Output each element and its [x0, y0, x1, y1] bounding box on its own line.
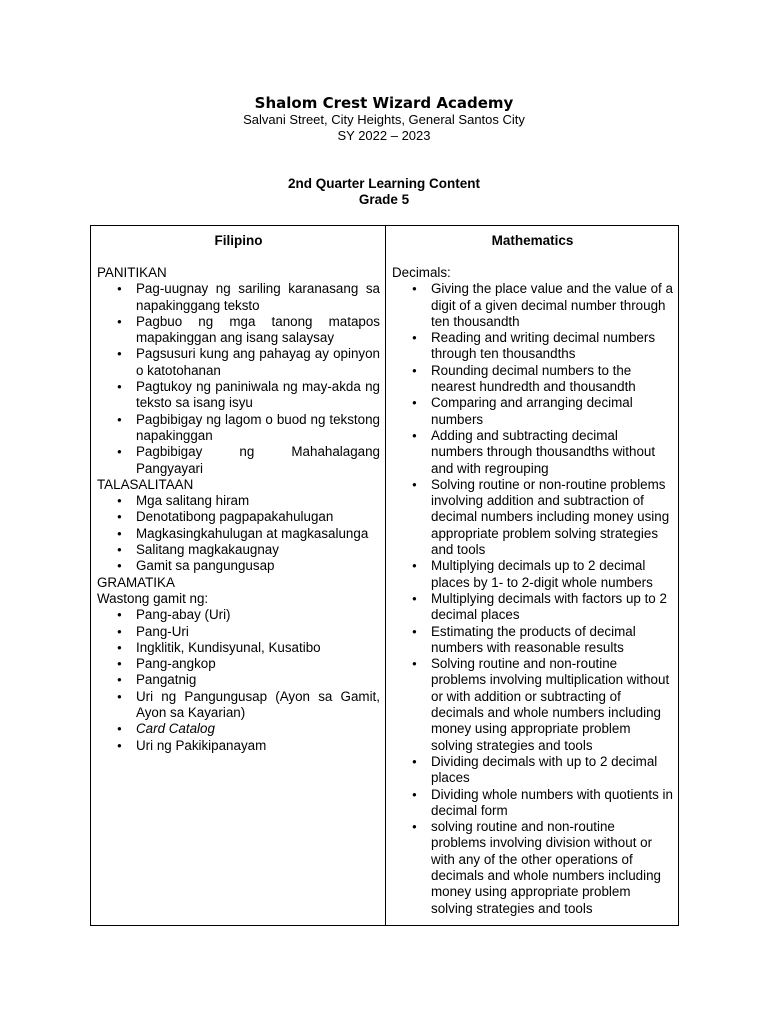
talasalitaan-list — [97, 493, 380, 574]
list-item: ● solving routine and non-routine problems involving division without or with any of the other operations of decimals and whole numbers including money using appropriate problem solving strategies and tools — [392, 819, 673, 917]
school-name: Shalom Crest Wizard Academy — [254, 94, 514, 112]
list-item: ● Gamit sa pangungusap — [97, 558, 380, 574]
decimals-list — [392, 281, 673, 917]
learning-content-table — [90, 225, 679, 926]
list-item: ● Mga salitang hiram — [97, 493, 380, 509]
grade-level: Grade 5 — [358, 192, 410, 207]
list-item: ● Pagsusuri kung ang pahayag ay opinyon o katotohanan — [97, 346, 380, 379]
list-item: ● Rounding decimal numbers to the nearest hundredth and thousandth — [392, 363, 673, 396]
list-item: ● Comparing and arranging decimal numbers — [392, 395, 673, 428]
panitikan-list — [97, 281, 380, 477]
list-item: ● Pagbibigay ng Mahahalagang Pangyayari — [97, 444, 380, 477]
gramatika-heading: GRAMATIKA — [97, 574, 175, 590]
list-item: ● Pang-abay (Uri) — [97, 607, 380, 623]
list-item: ● Estimating the products of decimal numbers with reasonable results — [392, 624, 673, 657]
list-item: ● Salitang magkakaugnay — [97, 542, 380, 558]
list-item: ● Reading and writing decimal numbers through ten thousandths — [392, 330, 673, 363]
gramatika-subheading: Wastong gamit ng: — [97, 590, 209, 606]
list-item: ● Pangatnig — [97, 672, 380, 688]
list-item: ● Card Catalog — [97, 721, 380, 737]
list-item: ● Giving the place value and the value of a digit of a given decimal number through ten thousandth — [392, 281, 673, 330]
list-item: ● Pang-Uri — [97, 624, 380, 640]
list-item: ● Solving routine or non-routine problems involving addition and subtraction of decimal numbers including money using appropriate problem solving strategies and tools — [392, 477, 673, 558]
list-item: ● Dividing decimals with up to 2 decimal places — [392, 754, 673, 787]
list-item: ● Multiplying decimals up to 2 decimal places by 1- to 2-digit whole numbers — [392, 558, 673, 591]
panitikan-heading: PANITIKAN — [97, 265, 167, 280]
list-item: ● Ingklitik, Kundisyunal, Kusatibo — [97, 640, 380, 656]
list-item: ● Uri ng Pangungusap (Ayon sa Gamit, Ayon sa Kayarian) — [97, 689, 380, 722]
list-item: ● Pag-uugnay ng sariling karanasang sa napakinggang teksto — [97, 281, 380, 314]
list-item: ● Dividing whole numbers with quotients in decimal form — [392, 787, 673, 820]
list-item: ● Solving routine and non-routine problems involving multiplication without or with addition or subtracting of decimals and whole numbers including money using appropriate problem solving strategies and tools — [392, 656, 673, 754]
list-item: ● Adding and subtracting decimal numbers through thousandths without and with regrouping — [392, 428, 673, 477]
list-item: ● Uri ng Pakikipanayam — [97, 738, 380, 754]
list-item: ● Pagbibigay ng lagom o buod ng tekstong napakinggan — [97, 412, 380, 445]
list-item: ● Pang-angkop — [97, 656, 380, 672]
list-item: ● Denotatibong pagpapakahulugan — [97, 509, 380, 525]
mathematics-title: Mathematics — [491, 233, 574, 248]
school-address: Salvani Street, City Heights, General Santos City — [243, 112, 525, 127]
decimals-heading: Decimals: — [392, 265, 451, 280]
list-item: ● Pagtukoy ng paniniwala ng may-akda ng teksto sa isang isyu — [97, 379, 380, 412]
column-divider — [385, 226, 386, 925]
school-year: SY 2022 – 2023 — [337, 128, 431, 143]
content-title: 2nd Quarter Learning Content — [287, 176, 480, 191]
talasalitaan-heading: TALASALITAAN — [97, 476, 194, 492]
filipino-title: Filipino — [214, 233, 263, 248]
list-item: ● Multiplying decimals with factors up to 2 decimal places — [392, 591, 673, 624]
gramatika-list — [97, 607, 380, 754]
list-item: ● Pagbuo ng mga tanong matapos mapakinggan ang isang salaysay — [97, 314, 380, 347]
list-item: ● Magkasingkahulugan at magkasalunga — [97, 526, 380, 542]
